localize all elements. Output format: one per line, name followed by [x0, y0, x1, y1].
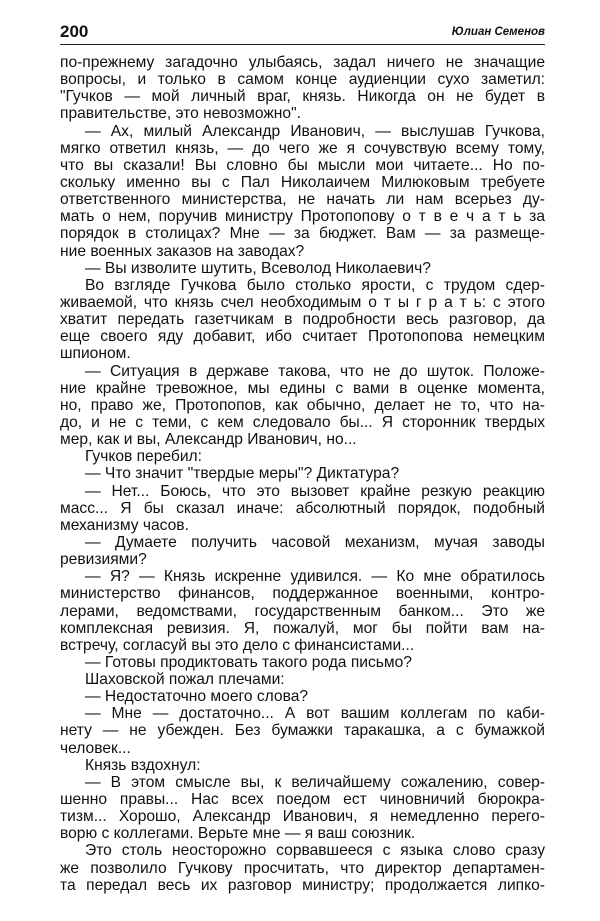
text-line: еще своего яду добавит, ибо считает Протопопова немецким	[60, 328, 545, 346]
text-line: хватит передать газетчикам в подробности весь разговор, да	[60, 311, 545, 329]
running-title: Юлиан Семенов	[451, 26, 545, 38]
text-line: правительстве, это невозможно".	[60, 105, 301, 123]
text-line: — Я? — Князь искренне удивился. — Ко мне обратилось	[85, 568, 545, 586]
text-line: но, право же, Протопопов, как обычно, делает не то, что на-	[60, 396, 545, 414]
text-line: Это столь неосторожно сорвавшееся с языка слово сразу	[85, 842, 545, 860]
text-line: вопросы, и только в самом конце аудиенции сухо заметил:	[60, 71, 545, 89]
text-line: ревизиями?	[60, 551, 147, 569]
text-line: мягко ответил князь, — до чего же я сочувствую всему тому,	[60, 139, 545, 157]
text-line: ворю с коллегами. Верьте мне — я ваш союзник.	[60, 825, 416, 843]
text-line: — Ах, милый Александр Иванович, — выслушав Гучкова,	[85, 122, 545, 140]
text-line: же позволило Гучкову просчитать, что директор департамен-	[60, 859, 545, 877]
text-line: Гучков перебил:	[85, 448, 202, 466]
text-line: скольку именно вы с Пал Николаичем Милюковым требуете	[60, 173, 545, 191]
text-line: та передал весь их разговор министру; продолжается липко-	[60, 876, 545, 894]
text-line: шпионом.	[60, 345, 131, 363]
text-line: мать о нем, поручив министру Протопопову о т в е ч а т ь за	[60, 208, 545, 226]
text-line: — Недостаточно моего слова?	[85, 688, 309, 706]
body-text	[60, 54, 545, 894]
text-line: — Готовы продиктовать такого рода письмо?	[85, 653, 412, 671]
text-line: шенно правы... Нас всех поедом ест чиновничий бюрокра-	[60, 791, 545, 809]
text-line: порядок в столицах? Мне — за бюджет. Вам — за размеще-	[60, 225, 545, 243]
text-line: масс... Я бы сказал иначе: абсолютный порядок, подобный	[60, 499, 545, 517]
text-line: тизм... Хорошо, Александр Иванович, я немедленно перего-	[60, 808, 545, 826]
text-line: "Гучков — мой личный враг, князь. Никогда он не будет в	[60, 88, 545, 106]
page-header	[60, 22, 545, 45]
text-line: человек...	[60, 739, 131, 757]
text-line: мер, как и вы, Александр Иванович, но...	[60, 431, 357, 449]
text-line: — Вы изволите шутить, Всеволод Николаевич?	[85, 259, 431, 277]
text-line: механизму часов.	[60, 516, 189, 534]
text-line: — Думаете получить часовой механизм, мучая заводы	[85, 533, 545, 551]
text-line: что вы сказали! Вы словно бы мысли мои читаете... Но по-	[60, 156, 545, 174]
text-line: — Нет... Боюсь, что это вызовет крайне резкую реакцию	[85, 482, 545, 500]
text-line: по-прежнему загадочно улыбаясь, задал ничего не значащие	[60, 54, 545, 71]
page-number: 200	[60, 22, 89, 41]
text-line: встречу, согласуй вы это дело с финансистами...	[60, 636, 415, 654]
text-line: нету — не убежден. Без бумажки таракашка, а с бумажкой	[60, 722, 545, 740]
text-line: лерами, ведомствами, государственным банком... Это же	[60, 602, 545, 620]
text-line: — Ситуация в державе такова, что не до шуток. Положе-	[85, 362, 545, 380]
text-line: ние крайне тревожное, мы едины с вами в оценке момента,	[60, 379, 545, 397]
text-line: — Мне — достаточно... А вот вашим коллегам по каби-	[85, 705, 545, 723]
text-line: — Что значит "твердые меры"? Диктатура?	[85, 465, 400, 483]
text-line: Князь вздохнул:	[85, 756, 201, 774]
text-line: министерство финансов, поддержанное военными, контро-	[60, 585, 545, 603]
text-line: Во взгляде Гучкова было столько ярости, с трудом сдер-	[85, 276, 545, 294]
text-line: живаемой, что князь счел необходимым о т ы г р а т ь: с этого	[60, 293, 545, 311]
text-line: до, и не с теми, с кем следовало бы... Я сторонник твердых	[60, 413, 545, 431]
text-line: ние военных заказов на заводах?	[60, 242, 305, 260]
text-line: Шаховской пожал плечами:	[85, 671, 285, 689]
text-line: ответственного министерства, не начать ли нам всерьез ду-	[60, 191, 545, 209]
text-line: — В этом смысле вы, к величайшему сожалению, совер-	[85, 773, 545, 791]
text-line: комплексная ревизия. Я, пожалуй, мог бы пойти вам на-	[60, 619, 545, 637]
